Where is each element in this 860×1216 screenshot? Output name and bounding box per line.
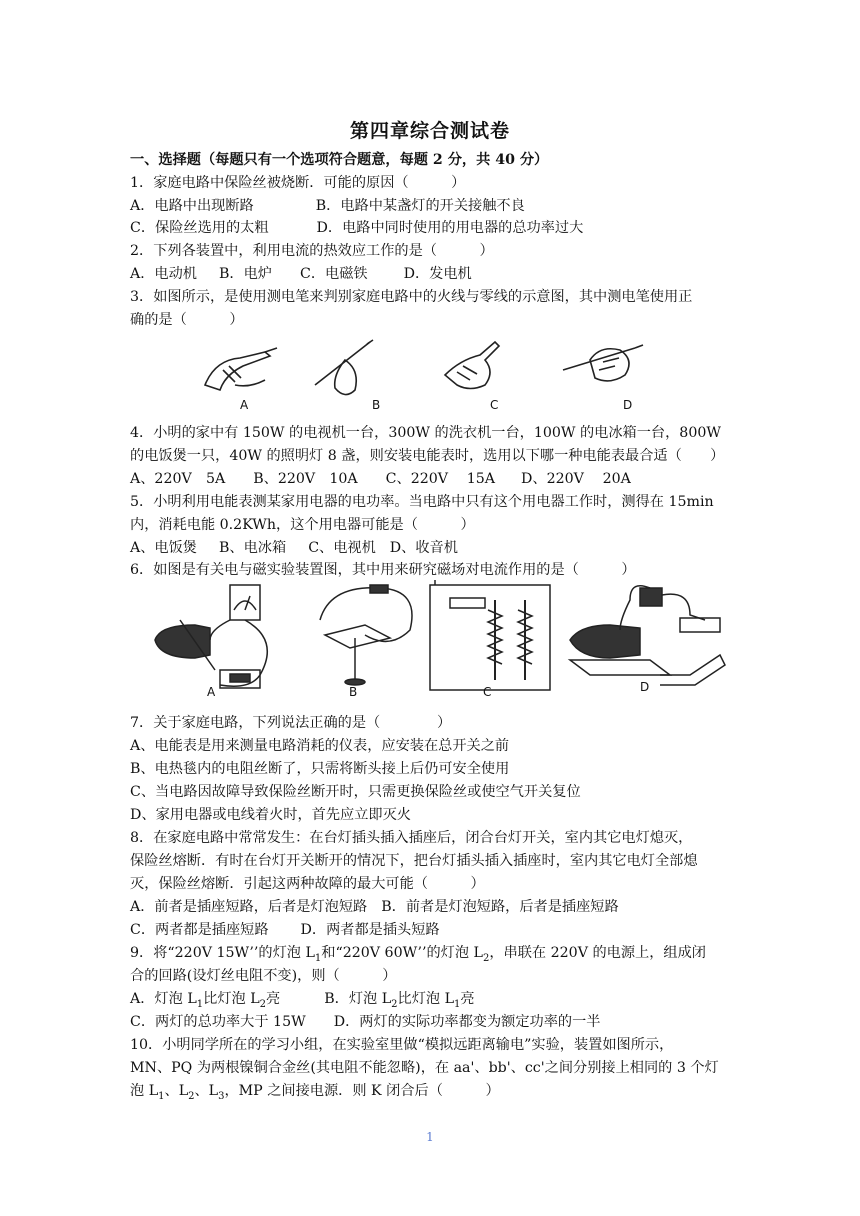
option-b: B．电路中某盏灯的开关接触不良 [315,198,525,214]
question-2-options [130,264,472,284]
question-8-stem-line3: 灭，保险丝熔断．引起这两种故障的最大可能（ ） [130,876,485,892]
question-5-stem-line2: 内，消耗电能 0.2KWh，这个用电器可能是（ ） [130,517,475,533]
figure-label-d: D [623,398,633,412]
option-a: A．电路中出现断路 [130,198,254,214]
question-9-options-row2 [130,1012,600,1032]
question-9-options-row1 [130,989,475,1015]
figure-label-b: B [349,685,358,699]
option-c: C．两灯的总功率大于 15W [130,1014,306,1030]
electromagnetism-figure [150,580,730,700]
option-b: B、电冰箱 [219,540,287,556]
question-9-stem-line1: 9．将“220V 15W’’的灯泡 $L_1$和“220V 60W’’的灯泡 $L_2$，串联在 220V 的电源上，组成闭 [130,945,706,964]
option-d: D．两者都是插头短路 [300,922,440,938]
page-title: 第四章综合测试卷 [349,120,510,142]
question-8-stem-line1: 8．在家庭电路中常常发生：在台灯插头插入插座后，闭合台灯开关，室内其它电灯熄灭， [130,830,693,846]
option-b: B、220V 10A [253,471,358,487]
option-a: A．电动机 [130,266,197,282]
option-b: B．灯泡 $L_2$比灯泡 $L_1$亮 [324,991,475,1010]
option-b: B．电炉 [219,266,272,282]
question-3-stem-line1: 3．如图所示，是使用测电笔来判别家庭电路中的火线与零线的示意图，其中测电笔使用正 [130,289,693,305]
page-number: 1 [426,1130,434,1144]
option-b: B．前者是灯泡短路，后者是插座短路 [381,899,619,915]
question-9-stem-line2: 合的回路(设灯丝电阻不变)，则（ ） [130,968,397,984]
question-10-stem-line1: 10．小明同学所在的学习小组，在实验室里做“模拟远距离输电”实验，装置如图所示， [130,1037,674,1053]
option-c: C、220V 15A [385,471,496,487]
option-a: A．灯泡 $L_1$比灯泡 $L_2$亮 [130,991,281,1010]
question-10-stem-line3: 泡 $L_1$、$L_2$、$L_3$，MP 之间接电源．则 K 闭合后（ ） [130,1083,500,1102]
option-a: A．前者是插座短路，后者是灯泡短路 [130,899,368,915]
option-d: D．两灯的实际功率都变为额定功率的一半 [333,1014,601,1030]
question-4-stem-line2: 的电饭煲一只，40W 的照明灯 8 盏，则安装电能表时，选用以下哪一种电能表最合适（ ） [130,448,725,464]
figure-label-c: C [490,398,499,412]
question-8-stem-line2: 保险丝熔断．有时在台灯开关断开的情况下，把台灯插头插入插座时，室内其它电灯全部熄 [130,853,698,869]
question-7-option-c: C、当电路因故障导致保险丝断开时，只需更换保险丝或使空气开关复位 [130,784,581,800]
question-7-stem: 7．关于家庭电路，下列说法正确的是（ ） [130,715,452,731]
figure-label-a: A [240,398,249,412]
section-heading: 一、选择题（每题只有一个选项符合题意，每题 2 分，共 40 分） [130,152,549,168]
option-d: D、收音机 [389,540,458,556]
figure-label-b: B [372,398,381,412]
figure-label-a: A [207,685,216,699]
question-1-stem: 1．家庭电路中保险丝被烧断．可能的原因（ ） [130,175,466,191]
question-5-options [130,538,458,558]
figure-label-c: C [483,685,492,699]
question-8-options-row2 [130,920,440,940]
option-d: D、220V 20A [521,471,631,487]
option-c: C．两者都是插座短路 [130,922,269,938]
question-5-stem-line1: 5．小明利用电能表测某家用电器的电功率。当电路中只有这个用电器工作时，测得在 15min [130,494,714,510]
question-2-stem: 2．下列各装置中，利用电流的热效应工作的是（ ） [130,243,494,259]
question-1-options-row1 [130,196,525,216]
option-c: C．电磁铁 [300,266,368,282]
question-3-stem-line2: 确的是（ ） [130,312,244,328]
option-c: C．保险丝选用的太粗 [130,220,269,236]
figure-label-d: D [640,680,650,694]
option-a: A、电饭煲 [130,540,197,556]
test-pen-figure [195,330,675,415]
question-10-stem-line2: MN、PQ 为两根镍铜合金丝(其电阻不能忽略)，在 aa'、bb'、cc'之间分别接上相同的 3 个灯 [130,1060,719,1076]
question-4-stem-line1: 4．小明的家中有 150W 的电视机一台，300W 的洗衣机一台，100W 的电冰箱一台，800W [130,425,721,441]
question-7-option-b: B、电热毯内的电阻丝断了，只需将断头接上后仍可安全使用 [130,761,510,777]
question-7-option-d: D、家用电器或电线着火时，首先应立即灭火 [130,807,411,823]
option-d: D．电路中同时使用的用电器的总功率过大 [316,220,584,236]
question-6-stem: 6．如图是有关电与磁实验装置图，其中用来研究磁场对电流作用的是（ ） [130,562,636,578]
question-4-options [130,469,631,489]
question-7-option-a: A、电能表是用来测量电路消耗的仪表，应安装在总开关之前 [130,738,510,754]
option-d: D．发电机 [403,266,472,282]
option-c: C、电视机 [308,540,376,556]
question-8-options-row1 [130,897,619,917]
option-a: A、220V 5A [130,471,226,487]
question-1-options-row2 [130,218,583,238]
